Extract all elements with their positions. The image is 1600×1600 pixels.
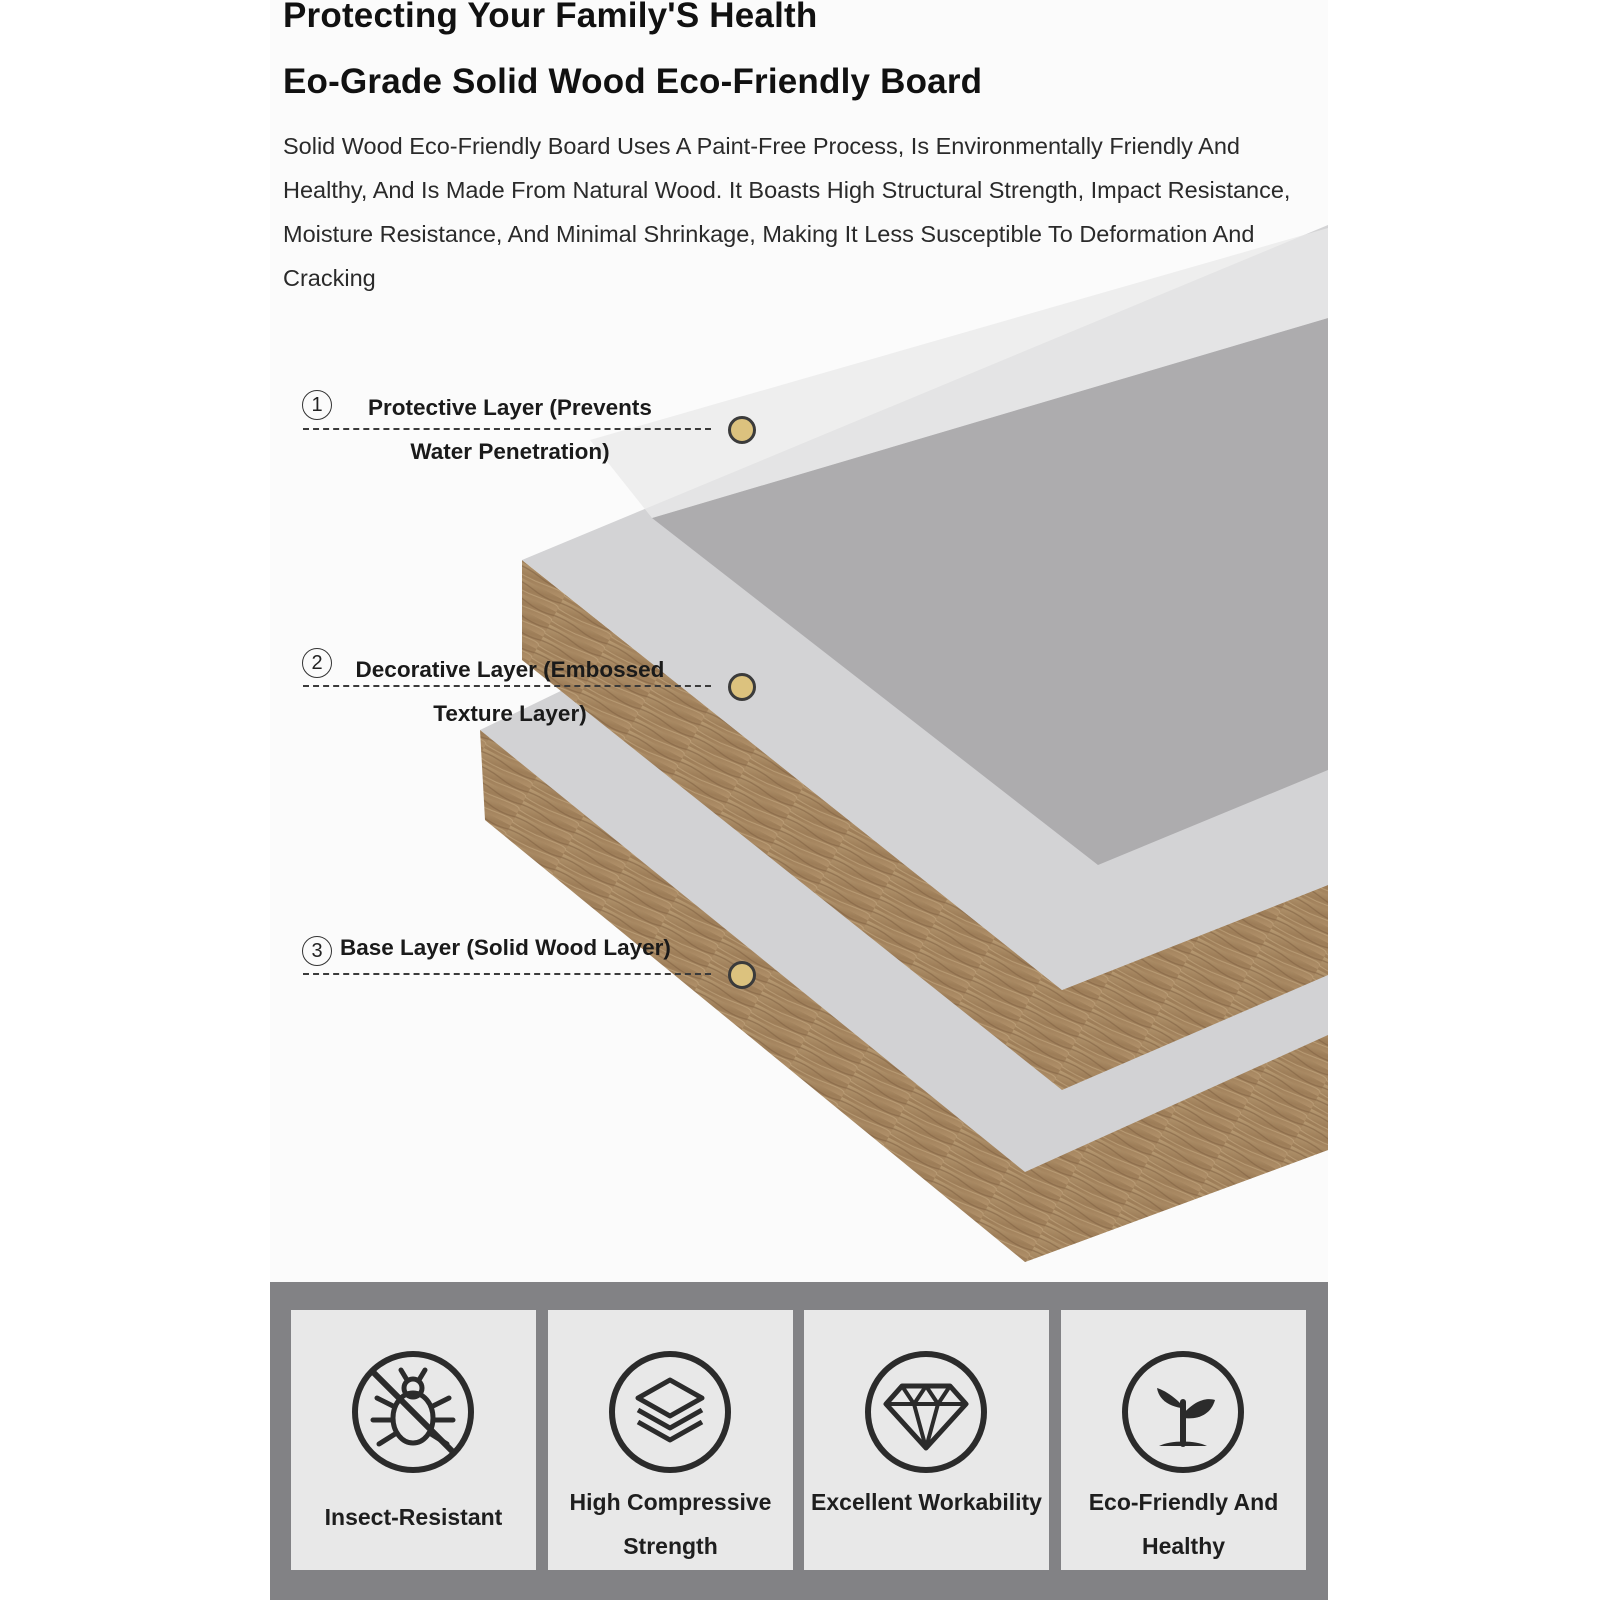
sprout-icon [1119,1348,1247,1476]
feature-label-insect-resistant: Insect-Resistant [324,1504,503,1530]
product-panel [270,0,1328,1600]
diamond-icon [862,1348,990,1476]
product-description: Solid Wood Eco-Friendly Board Uses A Paint-Free Process, Is Environmentally Friendly And Healthy, And Is Made From Natural Wood. It Boasts High Structural Strength, Impact Resistance, Moisture Resistance, And Minimal Shrinkage, Making It Less Susceptible To Deformation And Cracking [283,133,1291,291]
leader-line-2 [303,685,711,687]
page-title: Protecting Your Family'S Health [283,0,818,35]
feature-card-eco-friendly [1061,1310,1306,1570]
layer-marker-3 [728,961,756,989]
feature-bar [270,1282,1328,1600]
layers-icon [606,1348,734,1476]
feature-label-workability: Excellent Workability [811,1489,1042,1515]
layer-number-1: 1 [302,390,332,420]
feature-card-compressive-strength [548,1310,793,1570]
layer-marker-1 [728,416,756,444]
layer-number-3: 3 [302,936,332,966]
feature-label-eco-friendly: Eco-Friendly And Healthy [1088,1489,1279,1559]
feature-card-insect-resistant [291,1310,536,1570]
feature-card-workability [804,1310,1049,1570]
layer-number-2: 2 [302,648,332,678]
layer-label-protective: Protective Layer (Prevents Water Penetration) [368,395,652,464]
layer-label-decorative: Decorative Layer (Embossed Texture Layer) [355,657,665,726]
feature-label-compressive-strength: High Compressive Strength [569,1489,772,1559]
no-bug-icon [349,1348,477,1476]
leader-line-3 [303,973,711,975]
leader-line-1 [303,428,711,430]
product-subtitle: Eo-Grade Solid Wood Eco-Friendly Board [283,62,983,101]
layer-label-base: Base Layer (Solid Wood Layer) [340,935,671,960]
layer-marker-2 [728,673,756,701]
